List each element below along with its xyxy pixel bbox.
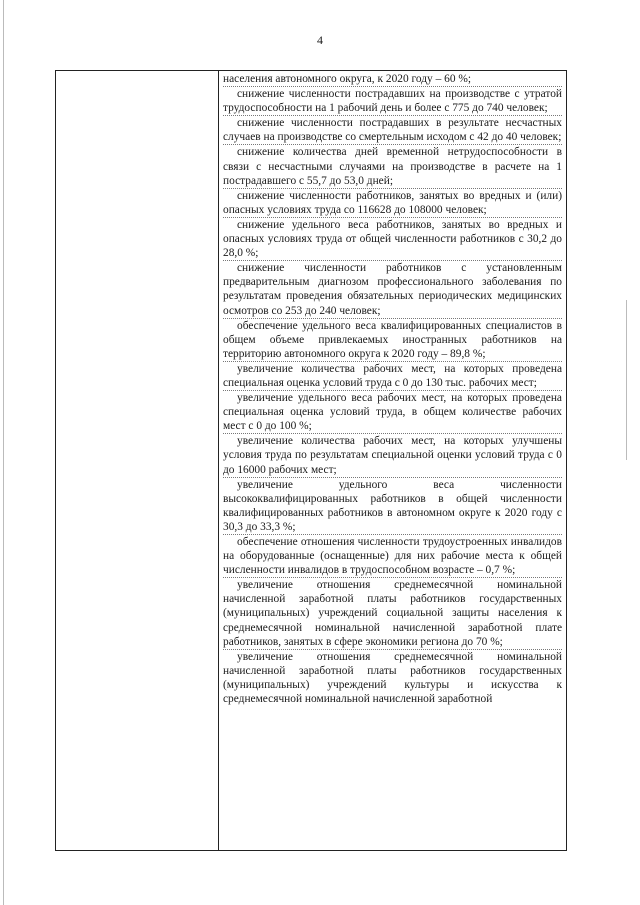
indicator-item: увеличение удельного веса численности высококвалифицированных работников в общей численности квалифицированных работников в автономном округе к 2020 году с 30,3 до 33,3 %; — [223, 478, 562, 535]
scan-edge-right — [626, 300, 627, 460]
indicators-cell — [223, 72, 562, 706]
indicator-item: снижение количества дней временной нетрудоспособности в связи с несчастными случаями на производстве в расчете на 1 пострадавшего с 55,7 до 53,0 дней; — [223, 145, 562, 188]
page-number: 4 — [317, 33, 323, 47]
indicator-item: увеличение количества рабочих мест, на которых улучшены условия труда по результатам специальной оценки условий труда с 0 до 16000 рабочих мест; — [223, 434, 562, 477]
column-divider — [218, 71, 219, 850]
indicator-item: снижение удельного веса работников, занятых во вредных и опасных условиях труда от общей численности работников с 30,2 до 28,0 %; — [223, 218, 562, 261]
indicator-item: населения автономного округа, к 2020 году – 60 %; — [223, 72, 562, 87]
indicator-item: увеличение отношения среднемесячной номинальной начисленной заработной платы работников государственных (муниципальных) учреждений культуры и искусства к среднемесячной номинальной начисленной заработной — [223, 650, 562, 706]
indicator-item: снижение численности пострадавших в результате несчастных случаев на производстве со смертельным исходом с 42 до 40 человек; — [223, 116, 562, 145]
indicator-item: увеличение удельного веса рабочих мест, на которых проведена специальная оценка условий труда, в общем количестве рабочих мест с 0 до 100 %; — [223, 391, 562, 434]
indicator-item: снижение численности пострадавших на производстве с утратой трудоспособности на 1 рабочий день и более с 775 до 740 человек; — [223, 87, 562, 116]
scan-edge-left — [3, 0, 4, 905]
indicator-item: снижение численности работников с установленным предварительным диагнозом профессионального заболевания по результатам проведения обязательных периодических медицинских осмотров со 253 до 240 человек; — [223, 261, 562, 318]
indicator-item: увеличение количества рабочих мест, на которых проведена специальная оценка условий труда с 0 до 130 тыс. рабочих мест; — [223, 362, 562, 391]
indicator-item: снижение численности работников, занятых во вредных и (или) опасных условиях труда со 116628 до 108000 человек; — [223, 189, 562, 218]
indicators-table — [55, 70, 567, 851]
indicator-item: увеличение отношения среднемесячной номинальной начисленной заработной платы работников государственных (муниципальных) учреждений социальной защиты населения к среднемесячной номинальной начисленной заработной плате работников, занятых в сфере экономики региона до 70 %; — [223, 578, 562, 649]
indicator-item: обеспечение отношения численности трудоустроенных инвалидов на оборудованные (оснащенные) для них рабочие места к общей численности инвалидов в трудоспособном возрасте – 0,7 %; — [223, 535, 562, 578]
indicator-item: обеспечение удельного веса квалифицированных специалистов в общем объеме привлекаемых иностранных работников на территорию автономного округа к 2020 году – 89,8 %; — [223, 319, 562, 362]
